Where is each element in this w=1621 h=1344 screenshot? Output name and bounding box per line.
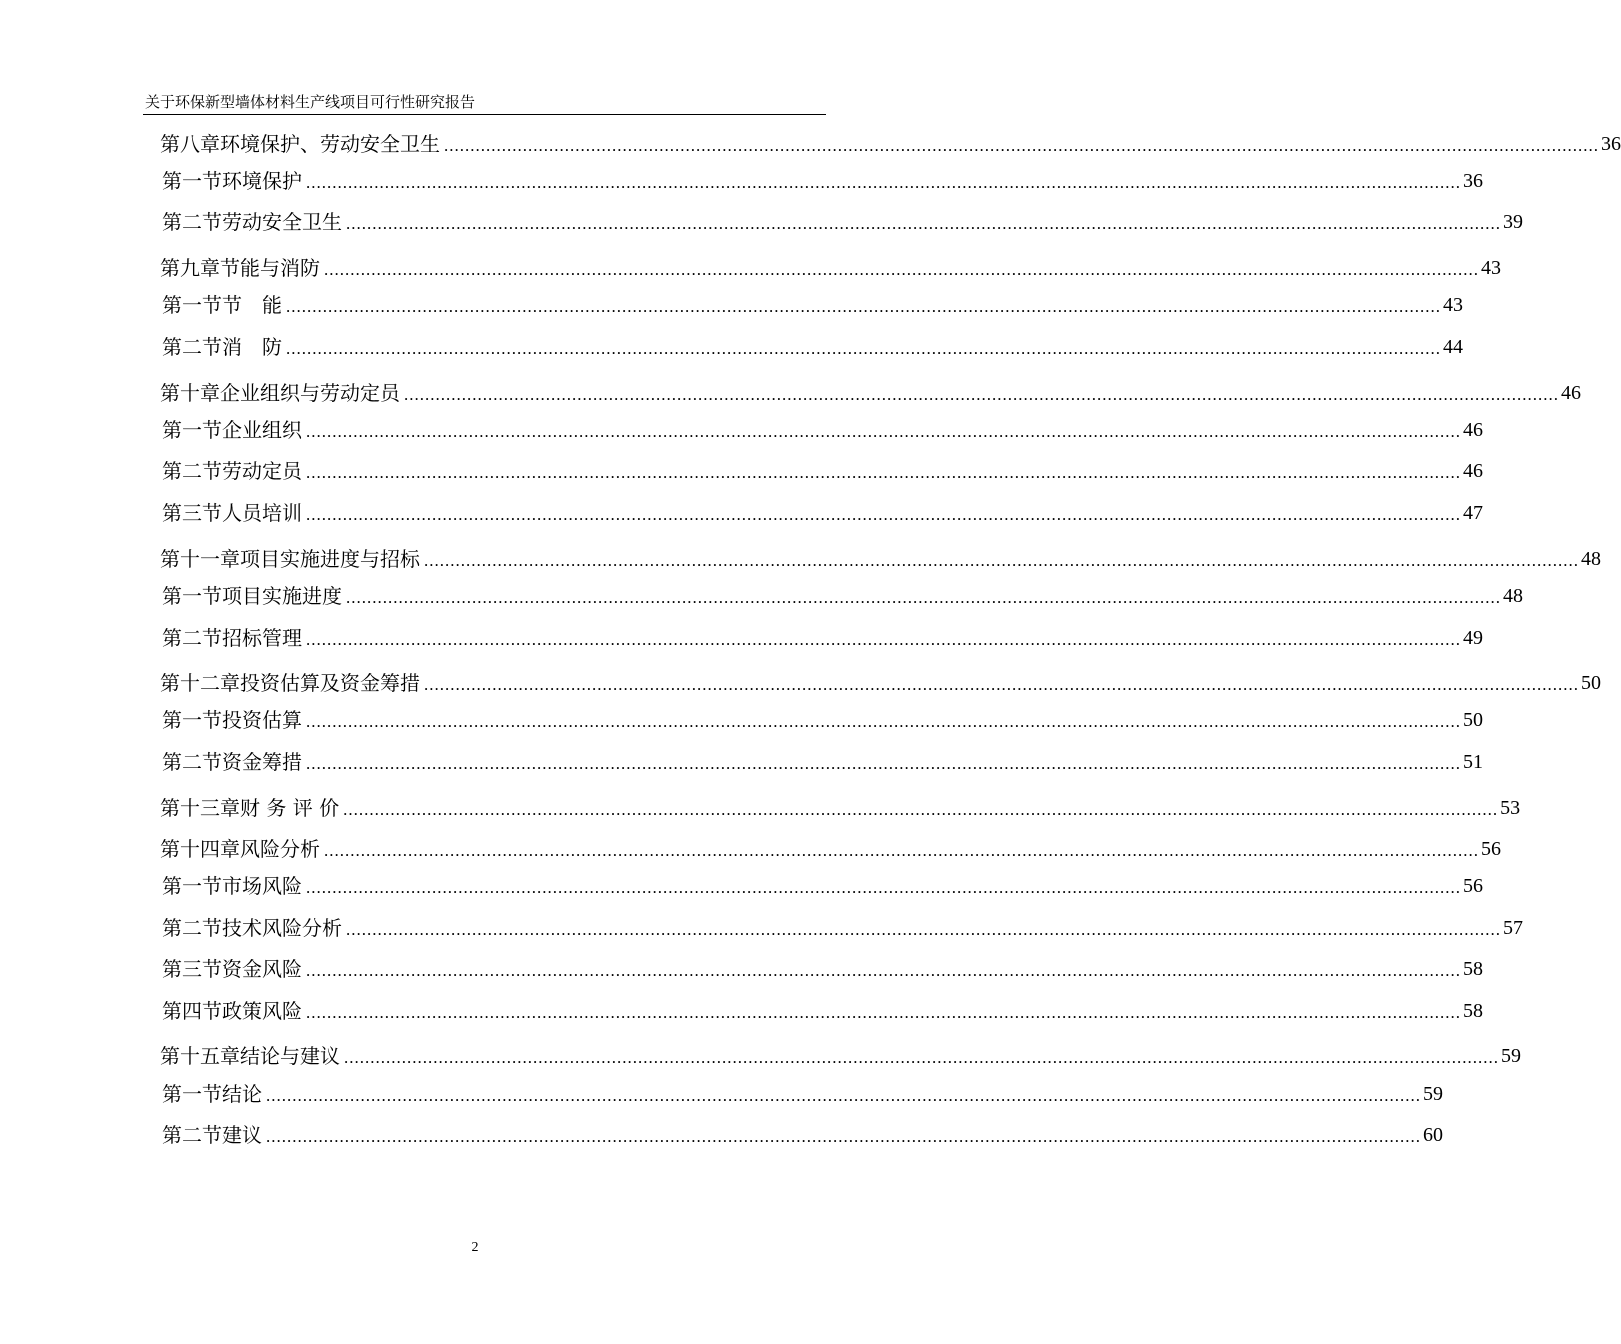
document-title: 关于环保新型墙体材料生产线项目可行性研究报告 bbox=[145, 93, 476, 111]
dot-leader: ............................................................................................................................................................................................................................ bbox=[346, 920, 1501, 939]
entry-page-number: 43 bbox=[1443, 294, 1463, 316]
toc-chapter-entry[interactable] bbox=[160, 130, 1621, 158]
entry-page-number: 57 bbox=[1503, 917, 1523, 939]
entry-page-number: 36 bbox=[1463, 170, 1483, 192]
entry-page-number: 51 bbox=[1463, 751, 1483, 773]
entry-page-number: 46 bbox=[1463, 419, 1483, 441]
entry-title: 投资估算 bbox=[222, 708, 302, 732]
toc-section-entry[interactable] bbox=[162, 416, 1483, 444]
entry-number: 第一节 bbox=[162, 418, 222, 442]
entry-page-number: 48 bbox=[1503, 585, 1523, 607]
entry-number: 第二节 bbox=[162, 210, 222, 234]
toc-section-entry[interactable] bbox=[162, 499, 1483, 527]
entry-title: 劳动安全卫生 bbox=[222, 210, 342, 234]
dot-leader: ............................................................................................................................................................................................................................ bbox=[306, 754, 1461, 773]
entry-number: 第二节 bbox=[162, 626, 222, 650]
entry-title: 节能与消防 bbox=[220, 256, 320, 280]
entry-title: 项目实施进度 bbox=[222, 584, 342, 608]
page-number: 2 bbox=[471, 1240, 479, 1255]
entry-page-number: 39 bbox=[1503, 211, 1523, 233]
entry-page-number: 56 bbox=[1481, 838, 1501, 860]
dot-leader: ............................................................................................................................................................................................................................ bbox=[343, 800, 1499, 819]
entry-page-number: 36 bbox=[1601, 133, 1621, 155]
entry-title: 政策风险 bbox=[222, 999, 302, 1023]
entry-page-number: 53 bbox=[1500, 797, 1521, 819]
entry-number: 第三节 bbox=[162, 501, 222, 525]
entry-title: 结论 bbox=[222, 1082, 262, 1106]
dot-leader: ............................................................................................................................................................................................................................ bbox=[424, 675, 1579, 694]
entry-title: 节 能 bbox=[222, 293, 282, 317]
entry-title: 企业组织 bbox=[222, 418, 302, 442]
entry-title: 投资估算及资金筹措 bbox=[240, 671, 420, 695]
entry-page-number: 46 bbox=[1561, 382, 1581, 404]
dot-leader: ............................................................................................................................................................................................................................ bbox=[346, 588, 1501, 607]
dot-leader: ............................................................................................................................................................................................................................ bbox=[306, 173, 1461, 192]
entry-title: 企业组织与劳动定员 bbox=[220, 381, 400, 405]
entry-title: 市场风险 bbox=[222, 874, 302, 898]
entry-number: 第一节 bbox=[162, 874, 222, 898]
entry-number: 第二节 bbox=[162, 1123, 222, 1147]
dot-leader: ............................................................................................................................................................................................................................ bbox=[404, 385, 1559, 404]
dot-leader: ............................................................................................................................................................................................................................ bbox=[306, 1003, 1461, 1022]
entry-title: 技术风险分析 bbox=[222, 916, 342, 940]
toc-section-entry[interactable] bbox=[162, 167, 1483, 195]
entry-number: 第十一章 bbox=[160, 547, 240, 571]
entry-title: 资金风险 bbox=[222, 957, 302, 981]
toc-section-entry[interactable] bbox=[162, 997, 1483, 1025]
toc-section-entry[interactable] bbox=[162, 457, 1483, 485]
toc-chapter-entry[interactable] bbox=[160, 1042, 1521, 1070]
dot-leader: ............................................................................................................................................................................................................................ bbox=[444, 136, 1599, 155]
entry-number: 第一节 bbox=[162, 584, 222, 608]
entry-title: 资金筹措 bbox=[222, 750, 302, 774]
dot-leader: ............................................................................................................................................................................................................................ bbox=[346, 214, 1501, 233]
toc-chapter-entry[interactable] bbox=[160, 794, 1521, 822]
entry-title: 财 务 评 价 bbox=[240, 796, 340, 820]
entry-number: 第三节 bbox=[162, 957, 222, 981]
toc-chapter-entry[interactable] bbox=[160, 835, 1501, 863]
entry-number: 第十章 bbox=[160, 381, 220, 405]
dot-leader: ............................................................................................................................................................................................................................ bbox=[266, 1086, 1421, 1105]
dot-leader: ............................................................................................................................................................................................................................ bbox=[324, 260, 1479, 279]
entry-page-number: 50 bbox=[1581, 672, 1601, 694]
entry-title: 劳动定员 bbox=[222, 459, 302, 483]
entry-number: 第十四章 bbox=[160, 837, 240, 861]
entry-number: 第二节 bbox=[162, 459, 222, 483]
entry-page-number: 59 bbox=[1501, 1045, 1521, 1067]
entry-title: 结论与建议 bbox=[240, 1044, 340, 1068]
entry-number: 第二节 bbox=[162, 916, 222, 940]
entry-title: 招标管理 bbox=[222, 626, 302, 650]
toc-section-entry[interactable] bbox=[162, 624, 1483, 652]
entry-number: 第一节 bbox=[162, 1082, 222, 1106]
dot-leader: ............................................................................................................................................................................................................................ bbox=[286, 297, 1441, 316]
entry-title: 人员培训 bbox=[222, 501, 302, 525]
entry-number: 第一节 bbox=[162, 169, 222, 193]
dot-leader: ............................................................................................................................................................................................................................ bbox=[306, 505, 1461, 524]
toc-section-entry[interactable] bbox=[162, 914, 1523, 942]
entry-page-number: 58 bbox=[1463, 1000, 1483, 1022]
entry-number: 第四节 bbox=[162, 999, 222, 1023]
entry-number: 第二节 bbox=[162, 750, 222, 774]
entry-title: 建议 bbox=[222, 1123, 262, 1147]
toc-section-entry[interactable] bbox=[162, 291, 1463, 319]
entry-page-number: 46 bbox=[1463, 460, 1483, 482]
toc-section-entry[interactable] bbox=[162, 208, 1523, 236]
dot-leader: ............................................................................................................................................................................................................................ bbox=[306, 422, 1461, 441]
dot-leader: ............................................................................................................................................................................................................................ bbox=[324, 841, 1479, 860]
entry-page-number: 50 bbox=[1463, 709, 1483, 731]
toc-section-entry[interactable] bbox=[162, 748, 1483, 776]
entry-number: 第二节 bbox=[162, 335, 222, 359]
toc-section-entry[interactable] bbox=[162, 333, 1463, 361]
dot-leader: ............................................................................................................................................................................................................................ bbox=[306, 712, 1461, 731]
entry-page-number: 49 bbox=[1463, 627, 1483, 649]
dot-leader: ............................................................................................................................................................................................................................ bbox=[306, 878, 1461, 897]
dot-leader: ............................................................................................................................................................................................................................ bbox=[306, 961, 1461, 980]
entry-title: 环境保护 bbox=[222, 169, 302, 193]
dot-leader: ............................................................................................................................................................................................................................ bbox=[306, 463, 1461, 482]
toc-section-entry[interactable] bbox=[162, 706, 1483, 734]
dot-leader: ............................................................................................................................................................................................................................ bbox=[266, 1127, 1421, 1146]
dot-leader: ............................................................................................................................................................................................................................ bbox=[306, 630, 1461, 649]
entry-title: 环境保护、劳动安全卫生 bbox=[220, 132, 440, 156]
toc-section-entry[interactable] bbox=[162, 1121, 1443, 1149]
entry-number: 第十三章 bbox=[160, 796, 240, 820]
entry-number: 第一节 bbox=[162, 708, 222, 732]
toc-chapter-entry[interactable] bbox=[160, 254, 1501, 282]
entry-number: 第十五章 bbox=[160, 1044, 240, 1068]
entry-title: 项目实施进度与招标 bbox=[240, 547, 420, 571]
entry-page-number: 56 bbox=[1463, 875, 1483, 897]
entry-page-number: 48 bbox=[1581, 548, 1601, 570]
toc-section-entry[interactable] bbox=[162, 872, 1483, 900]
toc-section-entry[interactable] bbox=[162, 582, 1523, 610]
entry-number: 第八章 bbox=[160, 132, 220, 156]
toc-section-entry[interactable] bbox=[162, 1080, 1443, 1108]
entry-page-number: 44 bbox=[1443, 336, 1463, 358]
toc-chapter-entry[interactable] bbox=[160, 669, 1601, 697]
entry-number: 第一节 bbox=[162, 293, 222, 317]
entry-page-number: 47 bbox=[1463, 502, 1483, 524]
entry-page-number: 43 bbox=[1481, 257, 1501, 279]
entry-number: 第十二章 bbox=[160, 671, 240, 695]
dot-leader: ............................................................................................................................................................................................................................ bbox=[286, 339, 1441, 358]
entry-number: 第九章 bbox=[160, 256, 220, 280]
dot-leader: ............................................................................................................................................................................................................................ bbox=[424, 551, 1579, 570]
entry-page-number: 59 bbox=[1423, 1083, 1443, 1105]
entry-page-number: 58 bbox=[1463, 958, 1483, 980]
entry-page-number: 60 bbox=[1423, 1124, 1443, 1146]
entry-title: 风险分析 bbox=[240, 837, 320, 861]
toc-chapter-entry[interactable] bbox=[160, 545, 1601, 573]
dot-leader: ............................................................................................................................................................................................................................ bbox=[344, 1048, 1499, 1067]
toc-section-entry[interactable] bbox=[162, 955, 1483, 983]
entry-title: 消 防 bbox=[222, 335, 282, 359]
toc-chapter-entry[interactable] bbox=[160, 379, 1581, 407]
